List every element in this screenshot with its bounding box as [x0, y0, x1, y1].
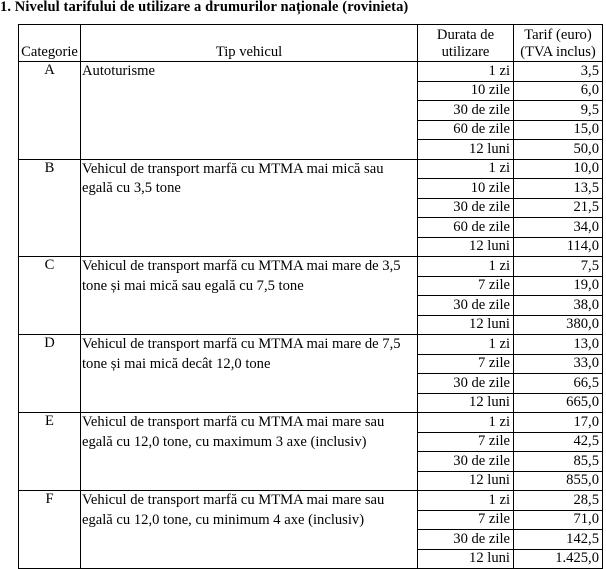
category-cell: B [19, 159, 81, 257]
tariff-cell: 13,5 [514, 179, 603, 199]
tariff-cell: 3,5 [514, 62, 603, 82]
vehicle-type-cell: Vehicul de transport marfă cu MTMA mai mare sau egală cu 12,0 tone, cu minimum 4 axe (inclusiv) [81, 491, 418, 569]
vehicle-type-cell: Vehicul de transport marfă cu MTMA mai mică sau egală cu 3,5 tone [81, 159, 418, 257]
tariff-cell: 665,0 [514, 393, 603, 413]
page-title: 1. Nivelul tarifului de utilizare a drumurilor naționale (rovinieta) [0, 0, 409, 15]
duration-cell: 12 luni [418, 237, 514, 257]
tariff-cell: 42,5 [514, 432, 603, 452]
header-category: Categorie [19, 25, 81, 62]
duration-cell: 60 de zile [418, 218, 514, 238]
tariff-cell: 66,5 [514, 374, 603, 394]
vehicle-type-cell: Vehicul de transport marfă cu MTMA mai mare sau egală cu 12,0 tone, cu maximum 3 axe (inclusiv) [81, 413, 418, 491]
tariff-cell: 1.425,0 [514, 549, 603, 569]
duration-cell: 30 de zile [418, 452, 514, 472]
tariff-cell: 7,5 [514, 257, 603, 277]
duration-cell: 10 zile [418, 179, 514, 199]
table-row [19, 62, 603, 82]
duration-cell: 12 luni [418, 315, 514, 335]
tariff-cell: 34,0 [514, 218, 603, 238]
tariff-cell: 15,0 [514, 120, 603, 140]
duration-cell: 1 zi [418, 62, 514, 82]
duration-cell: 30 de zile [418, 374, 514, 394]
duration-cell: 30 de zile [418, 101, 514, 121]
duration-cell: 7 zile [418, 432, 514, 452]
tariff-cell: 50,0 [514, 140, 603, 160]
tariff-cell: 38,0 [514, 296, 603, 316]
table-row [19, 257, 603, 277]
tariff-cell: 85,5 [514, 452, 603, 472]
vehicle-type-cell: Vehicul de transport marfă cu MTMA mai mare de 3,5 tone și mai mică sau egală cu 7,5 tone [81, 257, 418, 335]
tariff-cell: 19,0 [514, 276, 603, 296]
tariff-cell: 10,0 [514, 159, 603, 179]
table-row [19, 335, 603, 355]
table-row [19, 413, 603, 433]
tariff-cell: 33,0 [514, 354, 603, 374]
duration-cell: 7 zile [418, 354, 514, 374]
duration-cell: 30 de zile [418, 530, 514, 550]
category-cell: F [19, 491, 81, 569]
tariff-cell: 114,0 [514, 237, 603, 257]
tariff-cell: 71,0 [514, 510, 603, 530]
category-cell: A [19, 62, 81, 160]
duration-cell: 12 luni [418, 393, 514, 413]
tariff-cell: 21,5 [514, 198, 603, 218]
duration-cell: 60 de zile [418, 120, 514, 140]
duration-cell: 7 zile [418, 510, 514, 530]
tariff-cell: 13,0 [514, 335, 603, 355]
duration-cell: 7 zile [418, 276, 514, 296]
duration-cell: 30 de zile [418, 296, 514, 316]
tariff-table [18, 24, 603, 569]
tariff-cell: 9,5 [514, 101, 603, 121]
tariff-cell: 855,0 [514, 471, 603, 491]
duration-cell: 12 luni [418, 140, 514, 160]
category-cell: D [19, 335, 81, 413]
header-vehicle-type: Tip vehicul [81, 25, 418, 62]
duration-cell: 1 zi [418, 413, 514, 433]
duration-cell: 12 luni [418, 549, 514, 569]
vehicle-type-cell: Autoturisme [81, 62, 418, 160]
category-cell: C [19, 257, 81, 335]
tariff-cell: 142,5 [514, 530, 603, 550]
vehicle-type-cell: Vehicul de transport marfă cu MTMA mai mare de 7,5 tone și mai mică decât 12,0 tone [81, 335, 418, 413]
category-cell: E [19, 413, 81, 491]
duration-cell: 1 zi [418, 491, 514, 511]
tariff-cell: 6,0 [514, 81, 603, 101]
table-row [19, 491, 603, 511]
header-tariff: Tarif (euro) (TVA inclus) [514, 25, 603, 62]
tariff-cell: 380,0 [514, 315, 603, 335]
duration-cell: 1 zi [418, 257, 514, 277]
header-duration: Durata de utilizare [418, 25, 514, 62]
table-header-row [19, 25, 603, 62]
duration-cell: 10 zile [418, 81, 514, 101]
duration-cell: 1 zi [418, 159, 514, 179]
duration-cell: 30 de zile [418, 198, 514, 218]
tariff-cell: 17,0 [514, 413, 603, 433]
tariff-cell: 28,5 [514, 491, 603, 511]
table-row [19, 159, 603, 179]
duration-cell: 1 zi [418, 335, 514, 355]
duration-cell: 12 luni [418, 471, 514, 491]
